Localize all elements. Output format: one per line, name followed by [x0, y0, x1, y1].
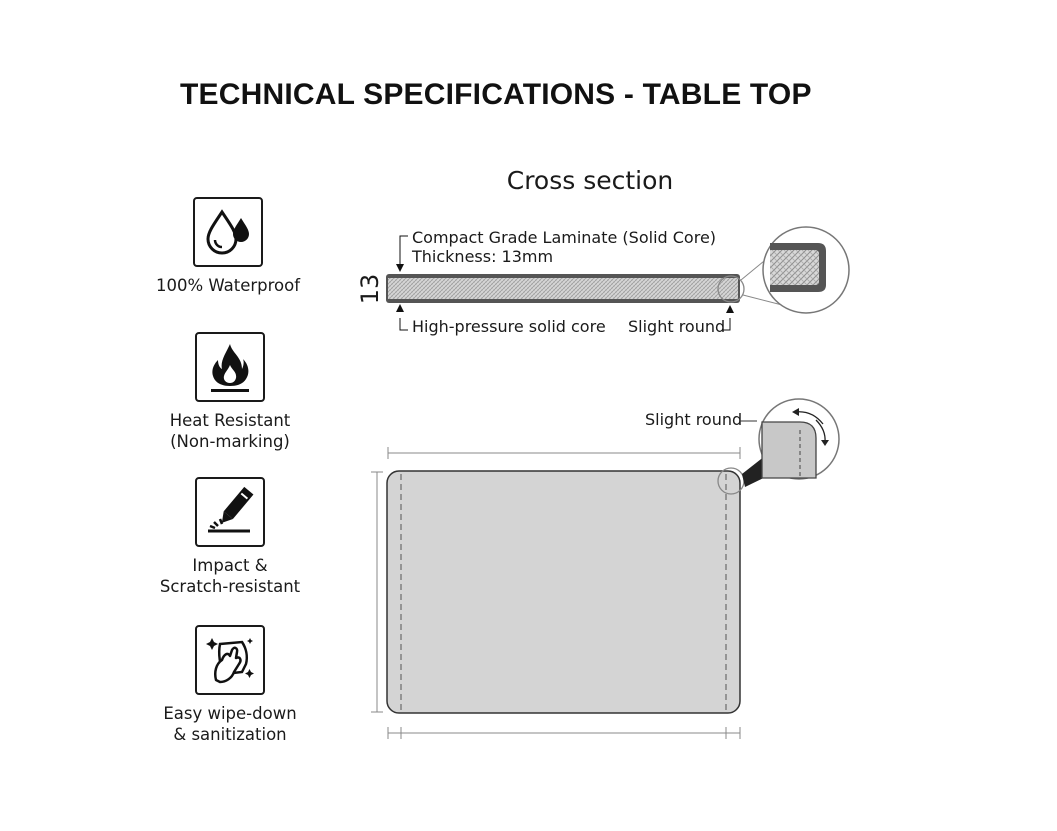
thickness-dimension: 13	[356, 273, 384, 305]
cross-section-heading: Cross section	[506, 166, 674, 195]
core-leader	[396, 304, 408, 330]
feature-label-line: Easy wipe-down	[163, 704, 297, 723]
edge-zoom-callout	[718, 227, 849, 313]
feature-label-line: Impact &	[192, 556, 268, 575]
bottom-width-dimension	[388, 727, 740, 739]
feature-label-line: (Non-marking)	[170, 432, 290, 451]
material-label: Compact Grade Laminate (Solid Core)	[412, 228, 717, 247]
feature-label-line: Scratch-resistant	[159, 577, 301, 596]
feature-label-line: 100% Waterproof	[155, 276, 301, 295]
edge-label: Slight round	[628, 317, 726, 336]
core-label: High-pressure solid core	[412, 317, 606, 336]
top-width-dimension	[388, 447, 740, 459]
laminate-cross-section	[386, 274, 740, 303]
corner-label: Slight round	[645, 410, 743, 429]
feature-label-line: Heat Resistant	[169, 411, 291, 430]
material-leader	[396, 236, 408, 272]
page-title: TECHNICAL SPECIFICATIONS - TABLE TOP	[180, 78, 812, 111]
thickness-label: Thickness: 13mm	[412, 247, 554, 266]
table-top-plan-view	[387, 471, 740, 713]
height-dimension	[371, 472, 383, 712]
feature-label-line: & sanitization	[173, 725, 287, 744]
